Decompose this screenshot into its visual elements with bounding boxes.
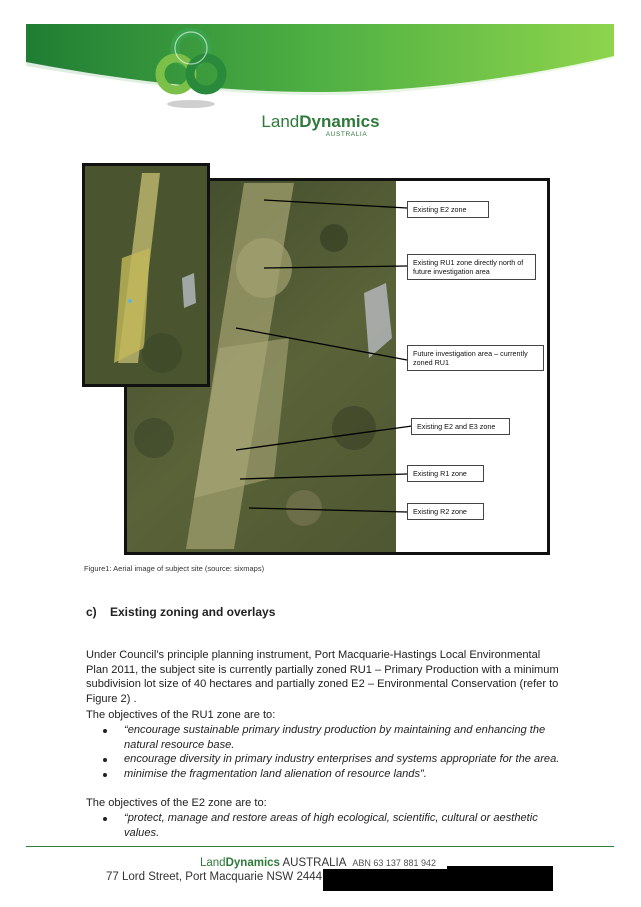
callout-future-investigation: Future investigation area – currently zoned RU1 xyxy=(407,345,544,371)
footer-address: 77 Lord Street, Port Macquarie NSW 2444 xyxy=(106,871,323,883)
callout-existing-e2-e3: Existing E2 and E3 zone xyxy=(411,418,510,435)
list-item: encourage diversity in primary industry enterprises and systems appropriate for the area. xyxy=(86,752,560,767)
callout-existing-r1: Existing R1 zone xyxy=(407,465,484,482)
header-band xyxy=(0,0,641,125)
callout-existing-ru1: Existing RU1 zone directly north of future investigation area xyxy=(407,254,536,280)
inset-map-image xyxy=(82,163,210,387)
logo-mark-icon xyxy=(152,26,230,110)
zoning-paragraph: Under Council’s principle planning instrument, Port Macquarie-Hastings Local Environmental Plan 2011, the subject site is currently partially zoned RU1 – Primary Production with a minimum subdivision lot size of 40 hectares and partially zoned E2 – Environmental Conservation (refer to Figure 2) . xyxy=(86,649,559,705)
ru1-objectives-list xyxy=(86,723,560,781)
footer-divider xyxy=(26,846,614,847)
e2-objectives-intro: The objectives of the E2 zone are to: xyxy=(86,797,267,809)
bullet-icon xyxy=(103,729,107,733)
brand-name: LandDynamics xyxy=(261,112,380,131)
brand-subtitle: AUSTRALIA xyxy=(325,131,368,138)
bullet-icon xyxy=(103,758,107,762)
footer-brand-line: LandDynamics AUSTRALIA ABN 63 137 881 942 xyxy=(200,857,436,869)
callout-existing-e2: Existing E2 zone xyxy=(407,201,489,218)
e2-objectives-list xyxy=(86,811,560,840)
figure-caption: Figure1: Aerial image of subject site (source: sixmaps) xyxy=(84,564,265,573)
redaction-bar xyxy=(323,869,447,891)
redaction-bar xyxy=(447,866,553,891)
list-item: minimise the fragmentation land alienation of resource lands”. xyxy=(86,767,560,782)
list-item: “encourage sustainable primary industry production by maintaining and enhancing the natural resource base. xyxy=(86,723,560,752)
callout-existing-r2: Existing R2 zone xyxy=(407,503,484,520)
section-heading: c) Existing zoning and overlays xyxy=(86,605,276,619)
ru1-objectives-intro: The objectives of the RU1 zone are to: xyxy=(86,709,276,721)
bullet-icon xyxy=(103,773,107,777)
footer-abn: ABN 63 137 881 942 xyxy=(352,858,436,868)
list-item: “protect, manage and restore areas of high ecological, scientific, cultural or aesthetic values. xyxy=(86,811,560,840)
bullet-icon xyxy=(103,817,107,821)
